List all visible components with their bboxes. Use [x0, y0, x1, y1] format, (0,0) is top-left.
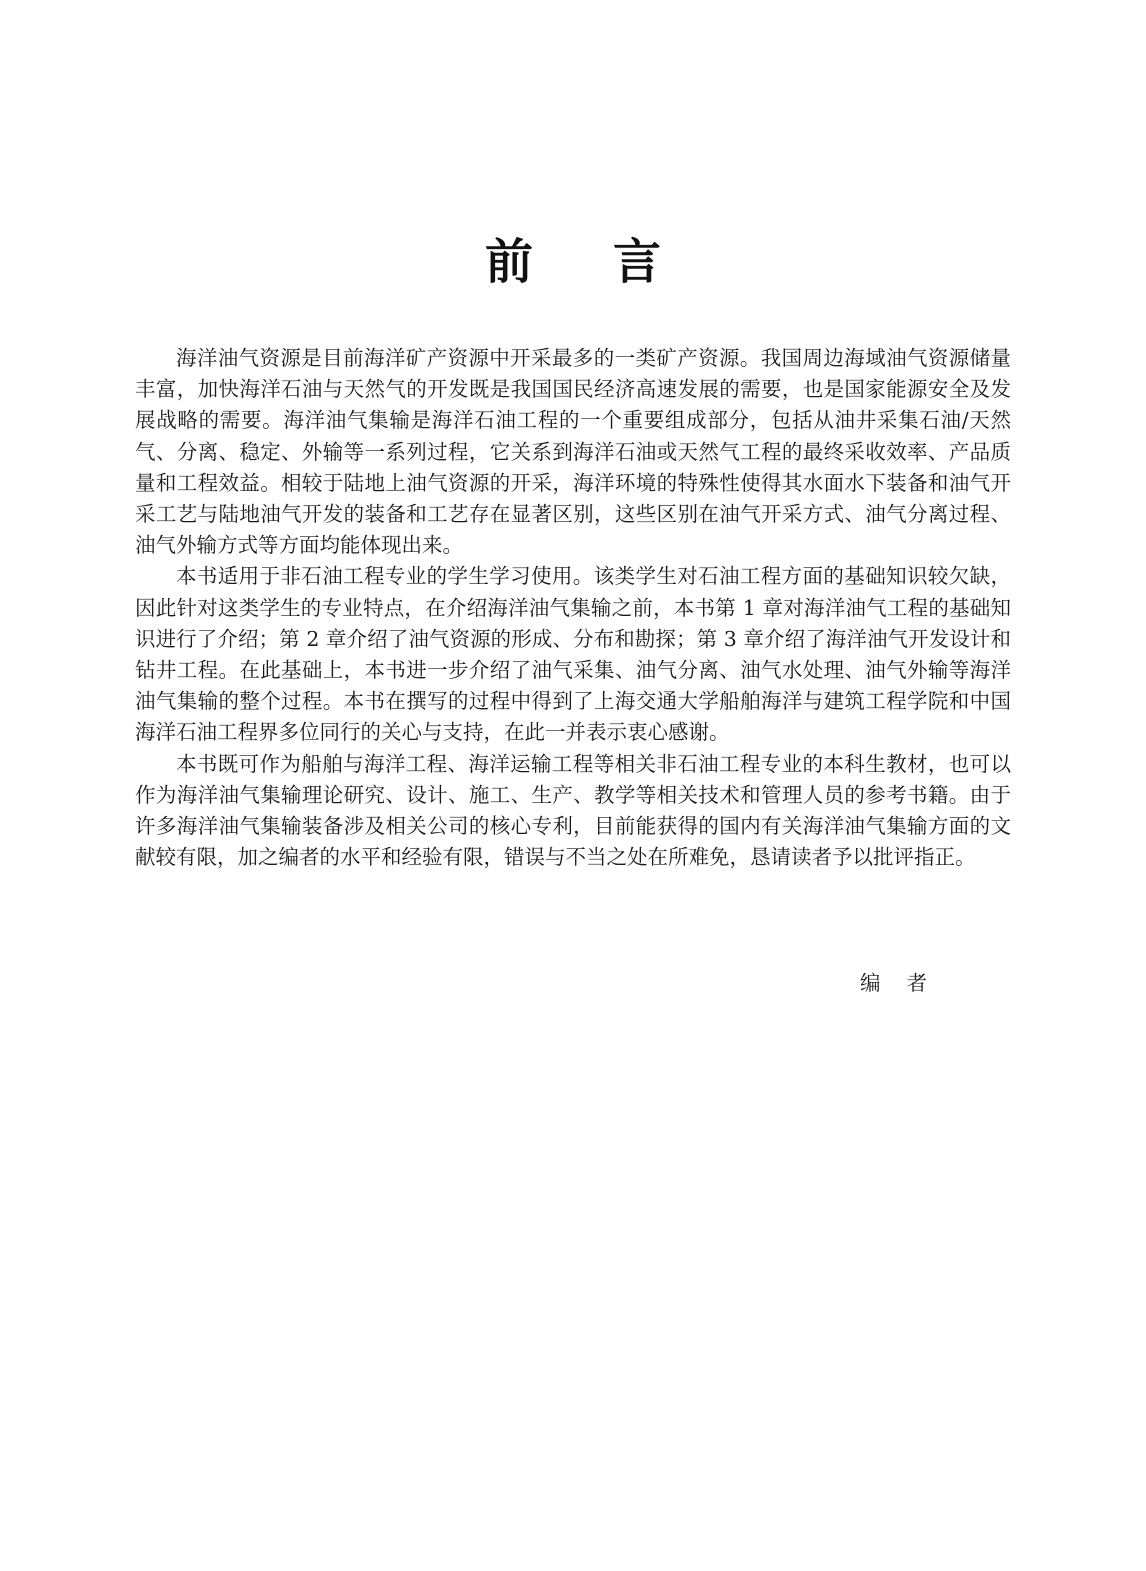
- paragraph-2: 本书适用于非石油工程专业的学生学习使用。该类学生对石油工程方面的基础知识较欠缺，因此针对这类学生的专业特点，在介绍海洋油气集输之前，本书第 1 章对海洋油气工程的基础知识进行了介绍；第 2 章介绍了油气资源的形成、分布和勘探；第 3 章介绍了海洋油气开发设计和钻井工程。在此基础上，本书进一步介绍了油气采集、油气分离、油气水处理、油气外输等海洋油气集输的整个过程。本书在撰写的过程中得到了上海交通大学船舶海洋与建筑工程学院和中国海洋石油工程界多位同行的关心与支持，在此一并表示衷心感谢。: [135, 564, 1011, 745]
- preface-body: [135, 343, 1011, 873]
- page-title: 前言: [484, 234, 741, 290]
- paragraph-1: 海洋油气资源是目前海洋矿产资源中开采最多的一类矿产资源。我国周边海域油气资源储量丰富，加快海洋石油与天然气的开发既是我国国民经济高速发展的需要，也是国家能源安全及发展战略的需要。海洋油气集输是海洋石油工程的一个重要组成部分，包括从油井采集石油/天然气、分离、稳定、外输等一系列过程，它关系到海洋石油或天然气工程的最终采收效率、产品质量和工程效益。相较于陆地上油气资源的开采，海洋环境的特殊性使得其水面水下装备和油气开采工艺与陆地油气开发的装备和工艺存在显著区别，这些区别在油气开采方式、油气分离过程、油气外输方式等方面均能体现出来。: [135, 346, 1011, 558]
- author-signature: 编者: [860, 971, 953, 995]
- paragraph-3: 本书既可作为船舶与海洋工程、海洋运输工程等相关非石油工程专业的本科生教材，也可以作为海洋油气集输理论研究、设计、施工、生产、教学等相关技术和管理人员的参考书籍。由于许多海洋油气集输装备涉及相关公司的核心专利，目前能获得的国内有关海洋油气集输方面的文献较有限，加之编者的水平和经验有限，错误与不当之处在所难免，恳请读者予以批评指正。: [135, 751, 1011, 870]
